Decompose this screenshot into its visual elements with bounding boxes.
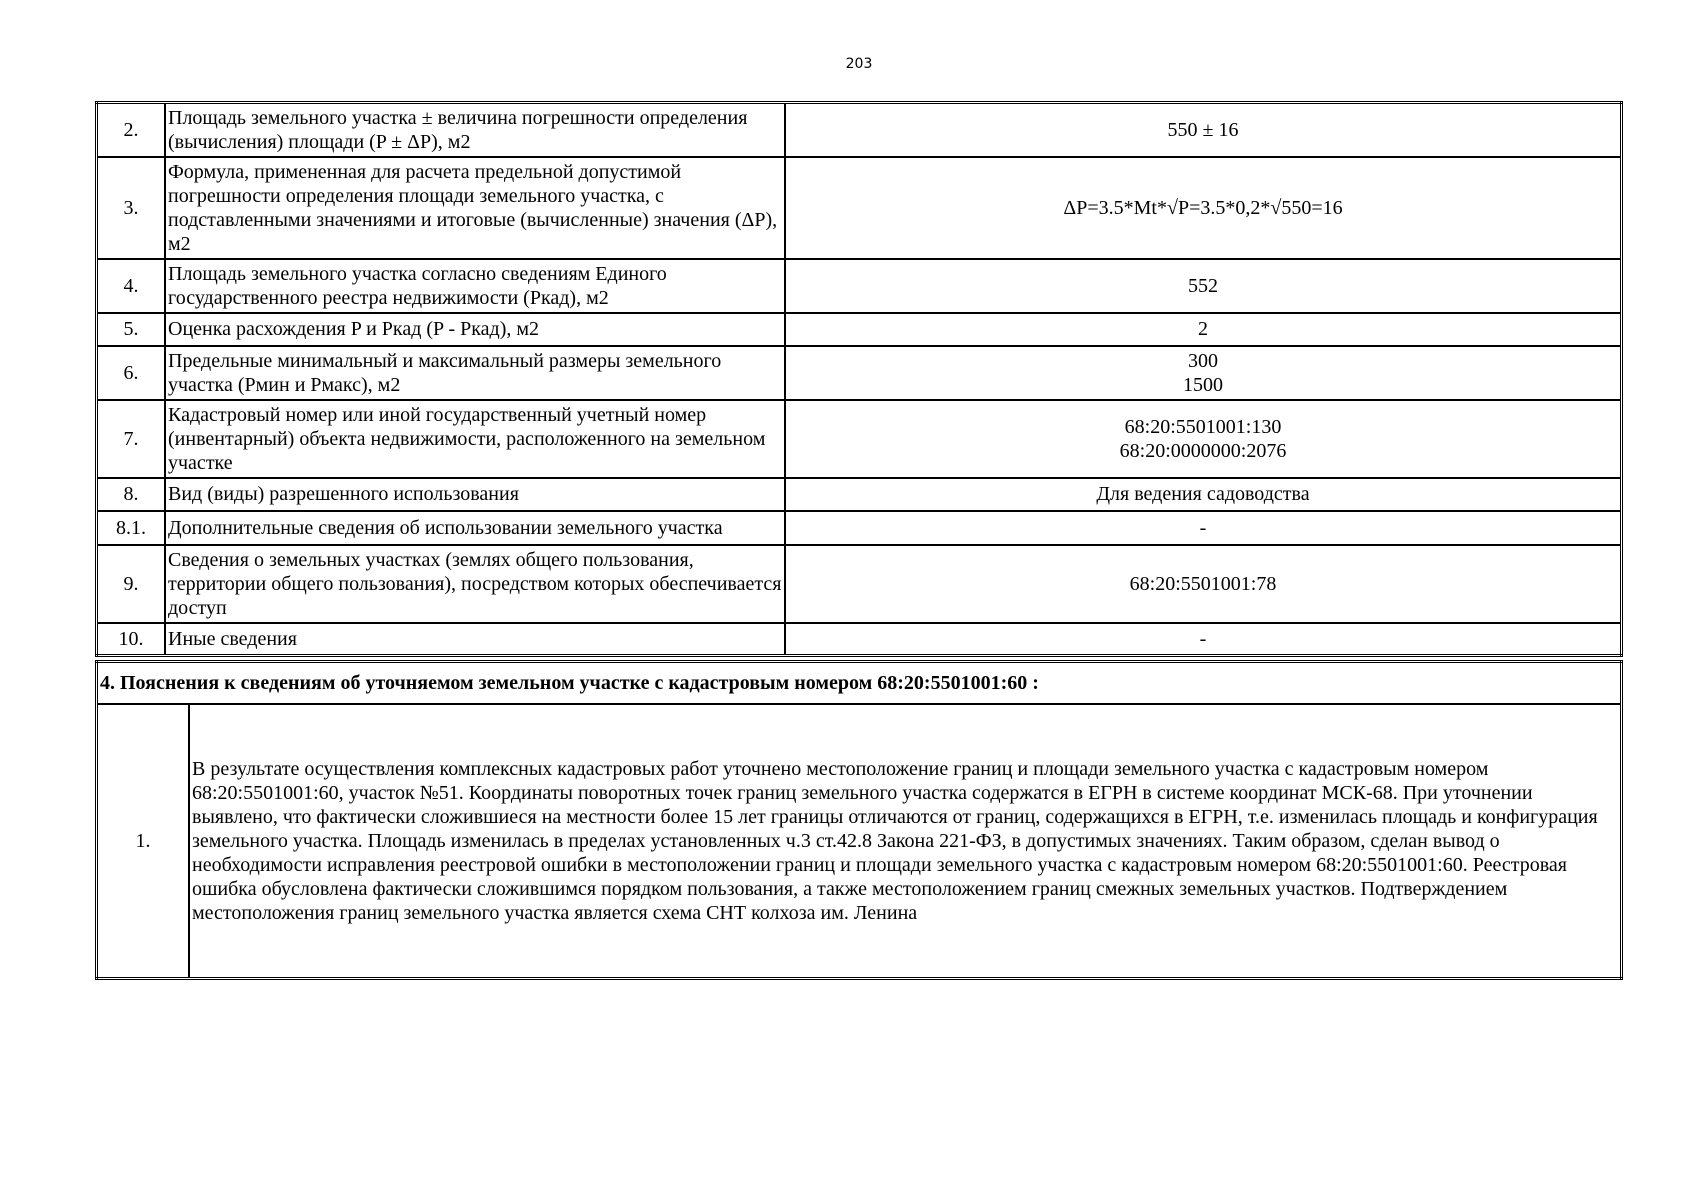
row-value: 2 — [785, 313, 1622, 346]
row-label: Кадастровый номер или иной государственный учетный номер (инвентарный) объекта недвижимости, расположенного на земельном участке — [165, 400, 785, 478]
row-number: 10. — [97, 623, 166, 656]
row-label: Формула, примененная для расчета предельной допустимой погрешности определения площади земельного участка, с подставленными значениями и итоговые (вычисленные) значения (ΔP), м2 — [165, 157, 785, 259]
row-number: 5. — [97, 313, 166, 346]
table-row — [97, 704, 1622, 979]
row-label: Площадь земельного участка согласно сведениям Единого государственного реестра недвижимости (Ркад), м2 — [165, 259, 785, 313]
row-value: - — [785, 623, 1622, 656]
table-row — [97, 346, 1622, 400]
row-value: 552 — [785, 259, 1622, 313]
row-number: 3. — [97, 157, 166, 259]
row-number: 8.1. — [97, 511, 166, 545]
row-number: 6. — [97, 346, 166, 400]
table-row — [97, 623, 1622, 656]
row-label: Площадь земельного участка ± величина погрешности определения (вычисления) площади (P ± ΔP), м2 — [165, 103, 785, 157]
row-value: - — [785, 511, 1622, 545]
row-number: 9. — [97, 545, 166, 623]
section-4-rows — [97, 662, 1622, 979]
table-row — [97, 400, 1622, 478]
row-value: 300 1500 — [785, 346, 1622, 400]
row-number: 4. — [97, 259, 166, 313]
table-row — [97, 478, 1622, 511]
row-label: Иные сведения — [165, 623, 785, 656]
section-heading: 4. Пояснения к сведениям об уточняемом земельном участке с кадастровым номером 68:20:5501001:60 : — [97, 662, 1622, 705]
land-plot-info-table — [95, 101, 1623, 657]
row-label: Предельные минимальный и максимальный размеры земельного участка (Pмин и Pмакс), м2 — [165, 346, 785, 400]
row-value: 68:20:5501001:130 68:20:0000000:2076 — [785, 400, 1622, 478]
table-row — [97, 259, 1622, 313]
explanation-text: В результате осуществления комплексных кадастровых работ уточнено местоположение границ и площади земельного участка с кадастровым номером 68:20:5501001:60, участок №51. Координаты поворотных точек границ земельного участка содержатся в ЕГРН в системе координат МСК-68. При уточнении выявлено, что фактически сложившиеся на местности более 15 лет границы отличаются от границ, содержащихся в ЕГРН, т.е. изменилась площадь и конфигурация земельного участка. Площадь изменилась в пределах установленных ч.3 ст.42.8 Закона 221-ФЗ, в допустимых значениях. Таким образом, сделан вывод о необходимости исправления реестровой ошибки в местоположении границ и площади земельного участка с кадастровым номером 68:20:5501001:60. Реестровая ошибка обусловлена фактически сложившимся порядком пользования, а также местоположением границ смежных земельных участков. Подтверждением местоположения границ земельного участка является схема СНТ колхоза им. Ленина — [189, 704, 1622, 979]
row-value: 68:20:5501001:78 — [785, 545, 1622, 623]
row-label: Вид (виды) разрешенного использования — [165, 478, 785, 511]
section-4-table — [95, 660, 1623, 980]
land-plot-info-rows — [97, 103, 1622, 656]
row-label: Оценка расхождения P и Ркад (P - Ркад), м2 — [165, 313, 785, 346]
page-number: 203 — [845, 56, 873, 72]
row-value: Для ведения садоводства — [785, 478, 1622, 511]
row-number: 7. — [97, 400, 166, 478]
table-row — [97, 157, 1622, 259]
row-value: 550 ± 16 — [785, 103, 1622, 157]
section-heading-row — [97, 662, 1622, 705]
row-number: 2. — [97, 103, 166, 157]
table-row — [97, 103, 1622, 157]
row-label: Дополнительные сведения об использовании земельного участка — [165, 511, 785, 545]
row-label: Сведения о земельных участках (землях общего пользования, территории общего пользования), посредством которых обеспечивается доступ — [165, 545, 785, 623]
row-value: ΔP=3.5*Mt*√P=3.5*0,2*√550=16 — [785, 157, 1622, 259]
row-number: 8. — [97, 478, 166, 511]
table-row — [97, 545, 1622, 623]
table-row — [97, 511, 1622, 545]
table-row — [97, 313, 1622, 346]
row-number: 1. — [97, 704, 190, 979]
